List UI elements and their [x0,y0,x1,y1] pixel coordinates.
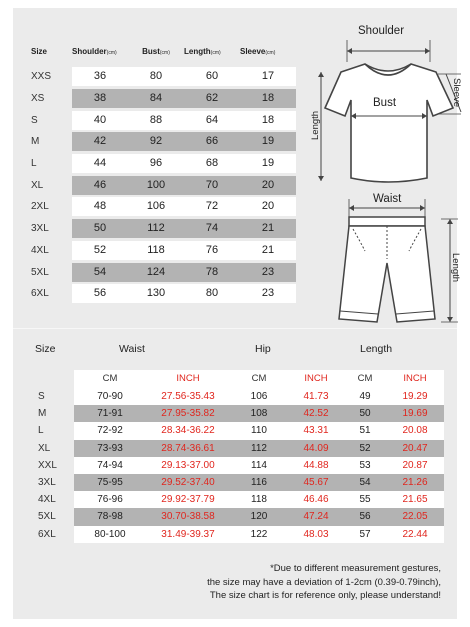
size-cell: XXL [38,459,57,471]
hip-cm-cell: 112 [251,442,267,454]
length-cell: 66 [205,135,219,148]
measurement-cells [74,388,444,405]
measurement-cells [72,132,296,151]
shoulder-cell: 38 [93,92,107,105]
waist-in-cell: 30.70-38.58 [161,511,215,523]
shoulder-cell: 36 [93,70,107,83]
measurement-cells [74,440,444,457]
size-cell: 6XL [31,288,49,300]
bust-cell: 118 [147,243,165,256]
sub-header-hip-inch: INCH [304,373,328,384]
length-cm-cell: 54 [359,476,371,488]
bust-cell: 106 [146,200,166,213]
measurement-cells [74,526,444,543]
measurement-cells [72,67,296,86]
shorts-icon [303,191,463,336]
group-header-size: Size [35,343,56,355]
table-row [31,88,296,110]
header-length: Length(cm) [184,47,221,56]
hip-in-cell: 44.09 [303,442,329,454]
length-cell: 76 [205,243,219,256]
length-cm-cell: 50 [359,408,371,420]
size-cell: S [38,391,45,403]
table-row [13,422,444,439]
length-cm-cell: 52 [359,442,371,454]
group-header-hip: Hip [255,343,271,355]
hip-in-cell: 43.31 [303,425,329,437]
table-row [31,196,296,218]
waist-cm-cell: 80-100 [94,528,126,540]
size-cell: M [38,408,47,420]
length-in-cell: 20.08 [402,425,428,437]
size-cell: 4XL [38,494,56,506]
size-cell: XL [31,179,44,191]
bust-cell: 88 [149,113,163,126]
bottom-table-body [13,388,444,543]
bust-cell: 130 [146,287,166,300]
size-cell: XXS [31,71,52,83]
measurement-cells [72,284,296,303]
sleeve-cell: 17 [261,70,275,83]
measurement-cells [74,405,444,422]
table-row [13,508,444,525]
size-cell: XL [38,442,51,454]
header-size: Size [31,47,48,56]
measurement-cells [72,111,296,130]
waist-in-cell: 31.49-39.37 [161,528,215,540]
hip-cm-cell: 116 [251,476,267,488]
table-row [31,240,296,262]
sub-header-length-cm: CM [357,373,373,384]
table-row [13,388,444,405]
length-cell: 60 [205,70,219,83]
shorts-length-label: Length [450,253,461,283]
waist-cm-cell: 78-98 [97,511,123,523]
hip-in-cell: 48.03 [303,528,329,540]
bust-cell: 100 [146,178,166,191]
sleeve-cell: 20 [261,178,275,191]
hip-in-cell: 47.24 [303,511,329,523]
waist-cm-cell: 76-96 [97,494,123,506]
header-shoulder: Shoulder(cm) [72,47,117,56]
length-cell: 68 [205,157,219,170]
shoulder-cell: 42 [93,135,107,148]
size-cell: 6XL [38,528,56,540]
hip-in-cell: 42.52 [303,408,329,420]
size-cell: L [38,425,44,437]
hip-cm-cell: 106 [250,391,268,402]
hip-in-cell: 45.67 [303,476,329,488]
waist-cm-cell: 75-95 [97,476,123,488]
sleeve-label: Sleeve [451,78,462,108]
length-in-cell: 22.05 [402,511,428,523]
length-cell: 62 [205,92,219,105]
length-cell: 72 [205,200,219,213]
sleeve-cell: 19 [261,135,275,148]
shoulder-cell: 48 [93,200,107,213]
measurement-cells [72,154,296,173]
bottom-table-sub-header [74,370,444,388]
shoulder-cell: 52 [93,243,107,256]
bust-cell: 96 [149,157,163,170]
length-in-cell: 21.26 [402,476,428,488]
waist-in-cell: 29.52-37.40 [161,476,215,488]
waist-in-cell: 27.95-35.82 [161,408,215,420]
measurement-cells [72,176,296,195]
length-cm-cell: 56 [359,511,371,523]
bust-cell: 124 [146,265,166,278]
table-row [13,440,444,457]
shoulder-cell: 44 [93,157,107,170]
table-row [31,131,296,153]
disclaimer-note [207,562,441,603]
length-cell: 74 [205,222,219,235]
length-cm-cell: 55 [359,494,371,506]
measurement-cells [74,474,444,491]
table-row [13,491,444,508]
note-line-3: The size chart is for reference only, please understand! [209,590,441,601]
note-line-2: the size may have a deviation of 1-2cm (0.39-0.79inch), [207,576,441,588]
hip-cm-cell: 108 [250,408,268,420]
size-chart-card [13,8,462,619]
top-table-header [31,47,296,56]
hip-cm-cell: 122 [250,528,268,540]
size-cell: L [31,158,37,170]
header-sleeve: Sleeve(cm) [240,47,276,56]
shirt-length-label: Length [310,110,321,140]
waist-in-cell: 27.56-35.43 [161,391,215,402]
group-header-length: Length [360,343,393,355]
waist-cm-cell: 73-93 [97,442,123,454]
size-cell: 3XL [38,477,56,489]
measurement-cells [74,491,444,508]
length-in-cell: 19.29 [402,391,428,402]
length-cell: 70 [205,178,219,191]
bottom-table-group-header [13,343,457,357]
length-in-cell: 20.87 [402,459,428,471]
top-table-body [31,66,296,305]
sleeve-cell: 20 [261,200,275,213]
sleeve-cell: 19 [261,157,275,170]
sleeve-cell: 21 [261,243,275,256]
sub-header-waist-cm: CM [102,373,118,384]
waist-cm-cell: 71-91 [97,408,123,420]
size-cell: 3XL [31,223,49,235]
length-cell: 64 [205,113,219,126]
size-cell: XS [31,93,45,105]
table-row [31,109,296,131]
measurement-cells [72,89,296,108]
waist-in-cell: 29.13-37.00 [161,459,215,471]
shoulder-cell: 56 [93,287,107,300]
sleeve-cell: 18 [261,92,275,105]
size-cell: 5XL [38,511,56,523]
hip-in-cell: 46.46 [303,494,329,506]
length-cm-cell: 53 [359,459,371,471]
length-cell: 78 [205,265,219,278]
note-line-1: *Due to different measurement gestures, [270,563,441,574]
bust-cell: 92 [149,135,163,148]
measurement-cells [74,422,444,439]
header-bust: Bust(cm) [142,47,170,56]
table-row [31,174,296,196]
waist-cm-cell: 72-92 [97,425,123,437]
waist-label: Waist [373,193,402,205]
section-divider [13,328,457,329]
sleeve-cell: 23 [261,265,275,278]
length-in-cell: 21.65 [402,494,428,506]
table-row [31,66,296,88]
bust-cell: 84 [149,92,163,105]
length-cell: 80 [205,287,219,300]
shoulder-cell: 46 [93,178,107,191]
sub-header-hip-cm: CM [251,373,267,384]
waist-in-cell: 28.34-36.22 [161,425,215,437]
sleeve-cell: 21 [261,222,275,235]
table-row [13,474,444,491]
measurement-cells [72,241,296,260]
table-row [31,261,296,283]
hip-cm-cell: 118 [251,494,267,506]
bust-cell: 80 [149,70,163,83]
sub-header-waist-inch: INCH [176,373,200,384]
table-row [13,457,444,474]
measurement-diagrams [303,16,463,336]
shoulder-cell: 54 [93,265,107,278]
length-cm-cell: 57 [359,528,371,540]
hip-in-cell: 44.88 [303,459,329,471]
length-cm-cell: 51 [359,425,371,437]
length-in-cell: 19.69 [402,408,428,420]
length-cm-cell: 49 [359,391,371,402]
table-row [31,218,296,240]
size-cell: S [31,114,38,126]
waist-in-cell: 29.92-37.79 [161,494,215,506]
shoulder-label: Shoulder [358,25,405,37]
measurement-cells [72,197,296,216]
size-cell: M [31,136,40,148]
measurement-cells [74,457,444,474]
hip-cm-cell: 110 [251,425,267,437]
hip-cm-cell: 114 [251,459,267,471]
bust-label: Bust [373,97,397,109]
shoulder-cell: 40 [93,113,107,126]
group-header-waist: Waist [119,343,145,355]
measurement-cells [74,508,444,525]
measurement-cells [72,219,296,238]
length-in-cell: 22.44 [402,528,428,540]
size-cell: 5XL [31,266,49,278]
table-row [13,405,444,422]
hip-cm-cell: 120 [250,511,268,523]
waist-in-cell: 28.74-36.61 [161,442,215,454]
table-row [31,283,296,305]
shoulder-cell: 50 [93,222,107,235]
hip-in-cell: 41.73 [303,391,329,402]
size-cell: 4XL [31,244,49,256]
sub-header-length-inch: INCH [403,373,427,384]
measurement-cells [72,263,296,282]
waist-cm-cell: 70-90 [97,391,123,402]
waist-cm-cell: 74-94 [97,459,123,471]
bust-cell: 112 [147,222,165,235]
size-cell: 2XL [31,201,49,213]
sleeve-cell: 18 [261,113,275,126]
table-row [13,526,444,543]
length-in-cell: 20.47 [402,442,428,454]
sleeve-cell: 23 [261,287,275,300]
table-row [31,153,296,175]
